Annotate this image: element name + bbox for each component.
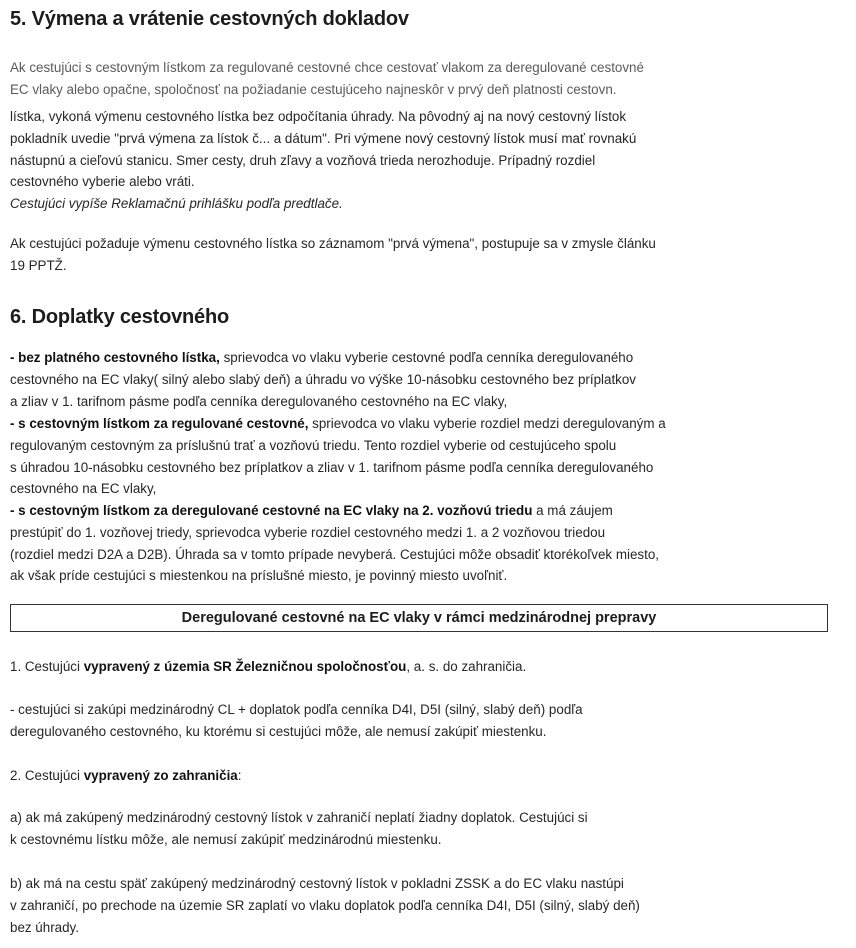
section-6-item-3	[10, 500, 825, 587]
item-bold-lead: - s cestovným lístkom za regulované cestovné,	[10, 416, 309, 431]
section-6-item-1	[10, 347, 825, 412]
text-line: Ak cestujúci požaduje výmenu cestovného lístka so záznamom "prvá výmena", postupuje sa v zmysle článku	[10, 236, 656, 251]
text-line: k cestovnému lístku môže, ale nemusí zakúpiť medzinárodnú miestenku.	[10, 831, 442, 847]
text-line: b) ak má na cestu späť zakúpený medzinárodný cestovný lístok v pokladni ZSSK a do EC vlaku nastúpi	[10, 876, 624, 891]
text-fragment: :	[237, 768, 242, 783]
text-line: regulovaným cestovným za príslušnú trať a vozňovú triedu. Tento rozdiel vyberie od cestujúceho spolu	[10, 437, 617, 453]
text-line: a má záujem	[532, 503, 613, 518]
text-line: a) ak má zakúpený medzinárodný cestovný lístok v zahraničí neplatí žiadny doplatok. Cestujúci si	[10, 810, 588, 825]
text-line: deregulovaného cestovného, ku ktorému si cestujúci môže, ale nemusí zakúpiť miestenku.	[10, 723, 547, 739]
text-line: (rozdiel medzi D2A a D2B). Úhrada sa v tomto prípade nevyberá. Cestujúci môže obsadiť ktorékoľvek miesto,	[10, 546, 659, 562]
intl-paragraph-5	[10, 873, 825, 938]
bold-fragment: vypravený zo zahraničia	[83, 768, 238, 783]
section-5-paragraph-3	[10, 233, 825, 277]
item-bold-lead: - s cestovným lístkom za deregulované cestovné na EC vlaky na 2. vozňovú triedu	[10, 503, 533, 518]
intl-paragraph-1	[10, 656, 825, 678]
section-5-paragraph-1	[10, 57, 825, 101]
text-line: v zahraničí, po prechode na územie SR zaplatí vo vlaku doplatok podľa cenníka D4I, D5I (silný, slabý deň)	[10, 897, 640, 913]
text-line: a zliav v 1. tarifnom pásme podľa cenníka deregulovaného cestovného na EC vlaky,	[10, 393, 508, 409]
section-5-paragraph-2	[10, 106, 825, 215]
text-line: cestovného vyberie alebo vráti.	[10, 174, 195, 190]
text-line: cestovného na EC vlaky( silný alebo slabý deň) a úhradu vo výške 10-násobku cestovného bez príplatkov	[10, 371, 636, 387]
section-6-item-2	[10, 413, 825, 500]
section-5-heading: 5. Výmena a vrátenie cestovných dokladov	[10, 8, 409, 30]
text-line: cestovného na EC vlaky,	[10, 481, 157, 497]
item-bold-lead: - bez platného cestovného lístka,	[10, 350, 220, 365]
text-line: ak však príde cestujúci s miestenkou na príslušné miesto, je povinný miesto uvoľniť.	[10, 568, 508, 584]
intl-paragraph-3	[10, 765, 825, 787]
text-line: nástupnú a cieľovú stanicu. Smer cesty, druh zľavy a vozňová trieda nerozhoduje. Prípadný rozdiel	[10, 152, 596, 168]
text-line: sprievodca vo vlaku vyberie rozdiel medzi deregulovaným a	[308, 416, 666, 431]
text-line: Ak cestujúci s cestovným lístkom za regulované cestovné chce cestovať vlakom za deregulované cestovné	[10, 60, 644, 75]
text-line: lístka, vykoná výmenu cestovného lístka bez odpočítania úhrady. Na pôvodný aj na nový cestovný lístok	[10, 109, 627, 124]
text-fragment: 1. Cestujúci	[10, 659, 84, 674]
text-line: 19 PPTŽ.	[10, 257, 67, 273]
text-line: - cestujúci si zakúpi medzinárodný CL + doplatok podľa cenníka D4I, D5I (silný, slabý deň) podľa	[10, 702, 583, 717]
boxed-section-title: Deregulované cestovné na EC vlaky v rámci medzinárodnej prepravy	[10, 604, 828, 632]
text-line: pokladník uvedie "prvá výmena za lístok č... a dátum". Pri výmene nový cestovný lístok musí mať rovnakú	[10, 130, 637, 146]
intl-paragraph-2	[10, 699, 825, 743]
intl-paragraph-4	[10, 807, 825, 851]
italic-instruction: Cestujúci vypíše Reklamačnú prihlášku podľa predtlače.	[10, 196, 343, 212]
text-fragment: , a. s. do zahraničia.	[406, 659, 527, 674]
text-line: sprievodca vo vlaku vyberie cestovné podľa cenníka deregulovaného	[219, 350, 634, 365]
text-line: s úhradou 10-násobku cestovného bez príplatkov a zliav v 1. tarifnom pásme podľa cenníka deregulovaného	[10, 459, 654, 475]
text-line: EC vlaky alebo opačne, spoločnosť na požiadanie cestujúceho najneskôr v prvý deň platnosti cestovn.	[10, 81, 617, 97]
text-line: prestúpiť do 1. vozňovej triedy, sprievodca vyberie rozdiel cestovného medzi 1. a 2 vozňovou triedou	[10, 524, 606, 540]
section-6-heading: 6. Doplatky cestovného	[10, 306, 229, 328]
text-line: bez úhrady.	[10, 919, 79, 935]
text-fragment: 2. Cestujúci	[10, 768, 84, 783]
bold-fragment: vypravený z územia SR Železničnou spoločnosťou	[83, 659, 407, 674]
